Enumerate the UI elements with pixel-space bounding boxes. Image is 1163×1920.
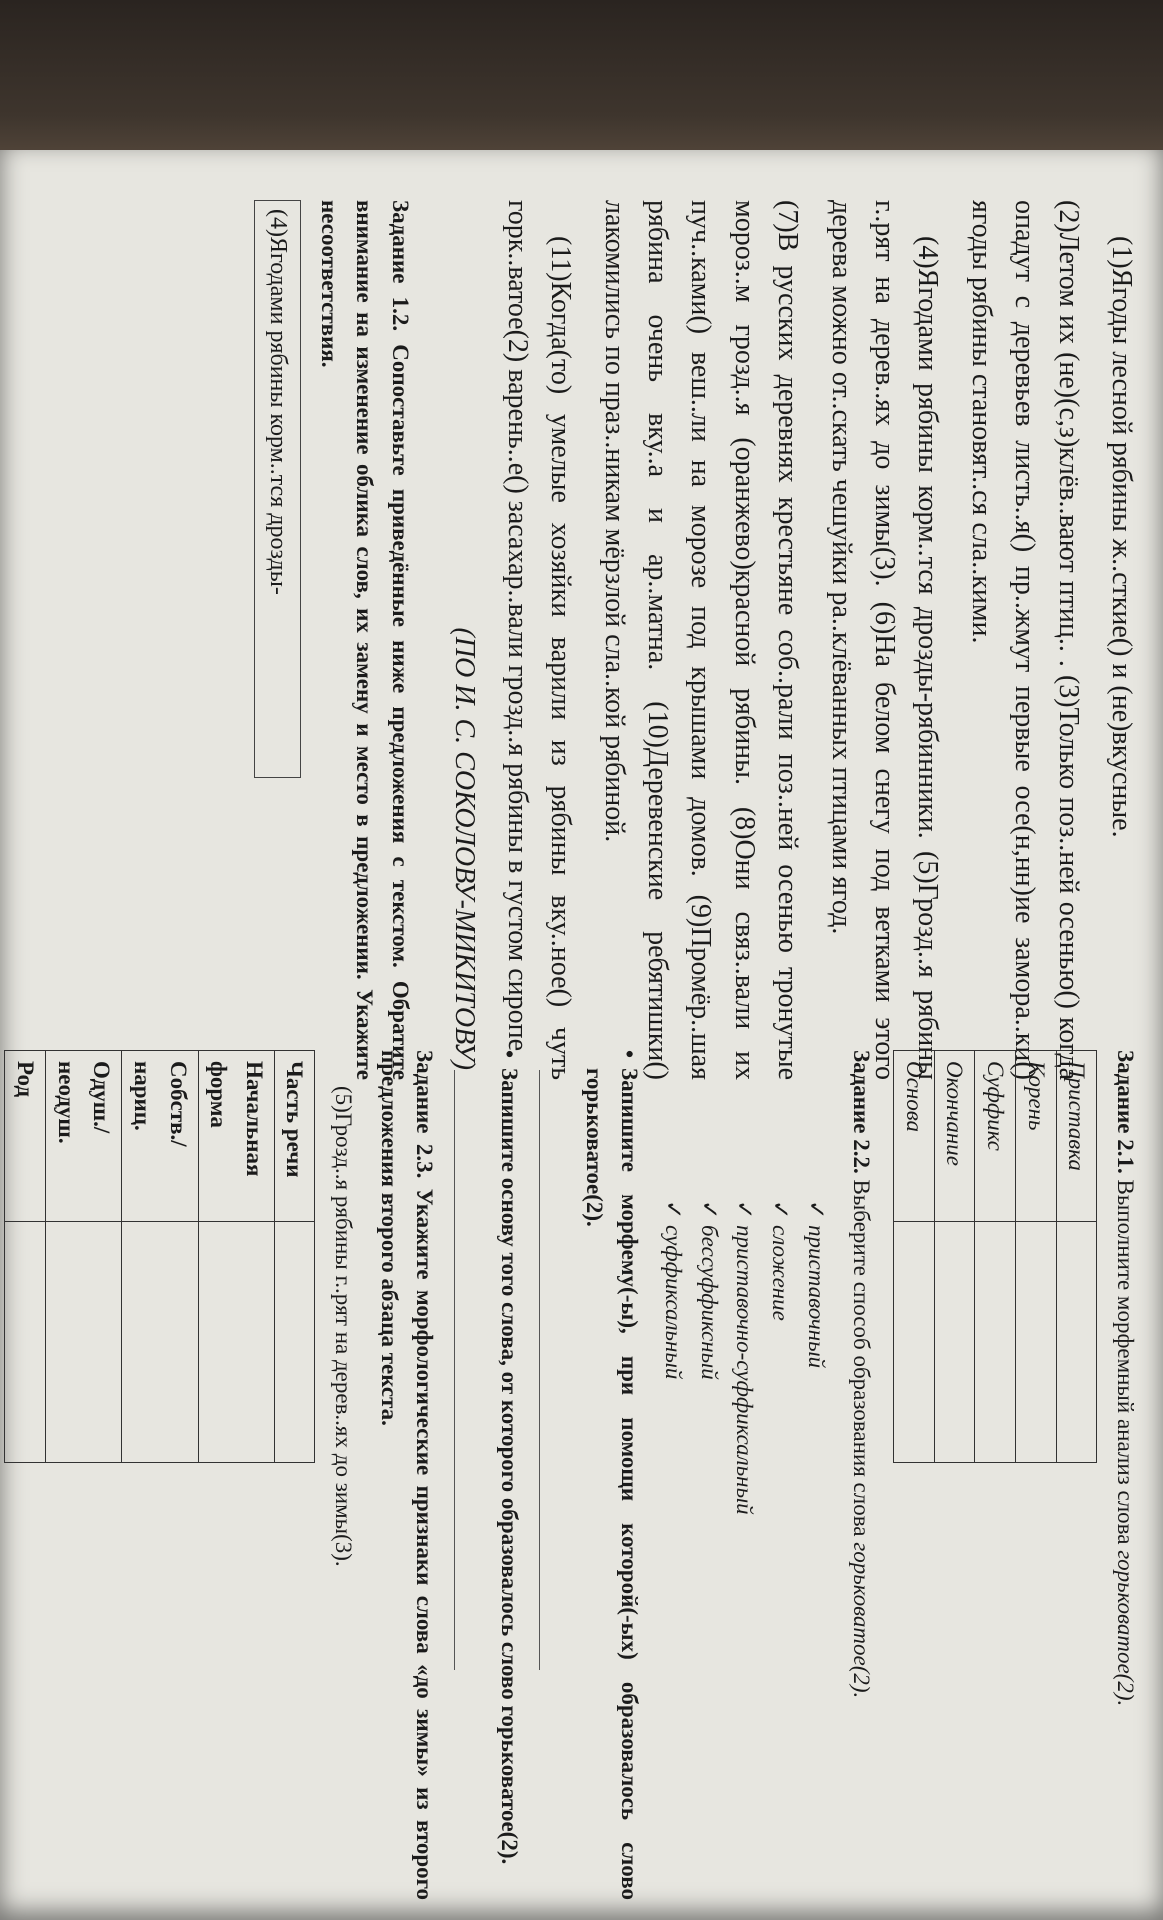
task-base-question: • Запишите основу того слова, от которого образовалось слово горьковатое(2).: [491, 1050, 527, 1900]
rotated-page-content: [0, 150, 1163, 1920]
morphology-row-label: Одуш./неодуш.: [45, 1051, 121, 1222]
formation-option[interactable]: ✓ сложение: [762, 1200, 798, 1900]
morpheme-answer-cell[interactable]: [975, 1222, 1016, 1463]
formation-options: [655, 1050, 833, 1900]
morpheme-row-label: Суффикс: [975, 1051, 1016, 1222]
formation-option[interactable]: ✓ приставочно-суффиксальный: [727, 1200, 763, 1900]
morphology-row-label: Начальная форма: [198, 1051, 274, 1222]
morphology-answer-cell[interactable]: [45, 1222, 121, 1463]
morphology-answer-cell[interactable]: [5, 1222, 46, 1463]
task-2-3-sentence: (5)Грозд..я рябины г..рят на дерев..ях до зимы(3).: [331, 1086, 357, 1567]
morphology-row-label: Часть речи: [274, 1051, 315, 1222]
morpheme-answer-cell[interactable]: [1056, 1222, 1097, 1463]
text-paragraph-3: (7)В русских деревнях крестьяне соб..рали поз..ней осенью тронутые мороз..м грозд..я (оранжево)красной рябины. (8)Они связ..вали их пуч..ками() веш..ли на морозе под крышами домов. (9)Промёр..шая рябина очень вку..а и ар..матна. (10)Деревенские ребятишки() лакомились по праз..никам мёрзлой сла..кой рябиной.: [598, 200, 804, 1080]
reading-text-column: [254, 200, 1143, 1080]
morpheme-answer-cell[interactable]: [1016, 1222, 1057, 1463]
task-1-2-sentence: (4)Ягодами рябины корм..тся дрозды-: [254, 200, 301, 778]
morphology-answer-cell[interactable]: [198, 1222, 274, 1463]
morpheme-row-label: Приставка: [1056, 1051, 1097, 1222]
formation-option[interactable]: ✓ бессуффиксный: [691, 1200, 727, 1900]
text-sentence-1: (1)Ягоды лесной рябины ж..сткие() и (не)вкусные.: [1106, 236, 1137, 838]
morpheme-table: [893, 1050, 1097, 1463]
task-morpheme-question: • Запишите морфему(-ы), при помощи которой(-ых) образовалось слово горьковатое(2).: [576, 1050, 647, 1900]
morpheme-answer-cell[interactable]: [894, 1222, 935, 1463]
task-1-2: Задание 1.2. Сопоставьте приведённые ниже предложения с текстом. Обратите внимание на изменение облика слов, их замену и место в предложении. Укажите несоответствия.: [316, 200, 414, 1080]
morpheme-answer-cell[interactable]: [934, 1222, 975, 1463]
text-paragraph-4: (11)Когда(то) умелые хозяйки варили из рябины вку..ное() чуть горк..ватое(2) варень..е() засахар..вали грозд..я рябины в густом сиропе.: [501, 200, 577, 1080]
tasks-column: [0, 1050, 1143, 1900]
formation-option[interactable]: ✓ суффиксальный: [655, 1200, 691, 1900]
morpheme-row-label: Основа: [894, 1051, 935, 1222]
task-2-3: Задание 2.3. Укажите морфологические признаки слова «до зимы» из второго предложения второго абзаца текста.: [376, 1050, 438, 1900]
morphology-answer-cell[interactable]: [122, 1222, 198, 1463]
text-paragraph-2: (4)Ягодами рябины корм..тся дрозды-рябинники. (5)Грозд..я рябины г..рят на дерев..ях до зимы(3). (6)На белом снегу под ветками этого дерева можно от..скать чешуйки ра..клёванных птицами ягод.: [825, 200, 944, 1080]
answer-line[interactable]: [454, 1070, 481, 1670]
task-2-2: Задание 2.2. Выберите способ образования слова горьковатое(2).: [849, 1050, 875, 1699]
answer-line[interactable]: [539, 1070, 566, 1670]
morpheme-row-label: Окончание: [934, 1051, 975, 1222]
morphology-table: [4, 1050, 315, 1463]
morpheme-row-label: Корень: [1016, 1051, 1057, 1222]
morphology-row-label: Собств./нариц.: [122, 1051, 198, 1222]
morphology-row-label: Род: [5, 1051, 46, 1222]
text-paragraph-1: (2)Летом их (не)(с,з)клёв..вают птиц.. . (3)Только поз..ней осенью() когда опадут с деревьев листь..я() пр..жмут первые осе(н,нн)ие замора..ки() ягоды рябины становят..ся сла..кими.: [965, 200, 1084, 1080]
text-author: (ПО И. С. СОКОЛОВУ-МИКИТОВУ): [448, 627, 480, 1070]
morphology-answer-cell[interactable]: [274, 1222, 315, 1463]
formation-option[interactable]: ✓ приставочный: [798, 1200, 834, 1900]
worksheet-page: [0, 150, 1163, 1920]
task-2-1: Задание 2.1. Выполните морфемный анализ слова горьковатое(2).: [1113, 1050, 1138, 1707]
